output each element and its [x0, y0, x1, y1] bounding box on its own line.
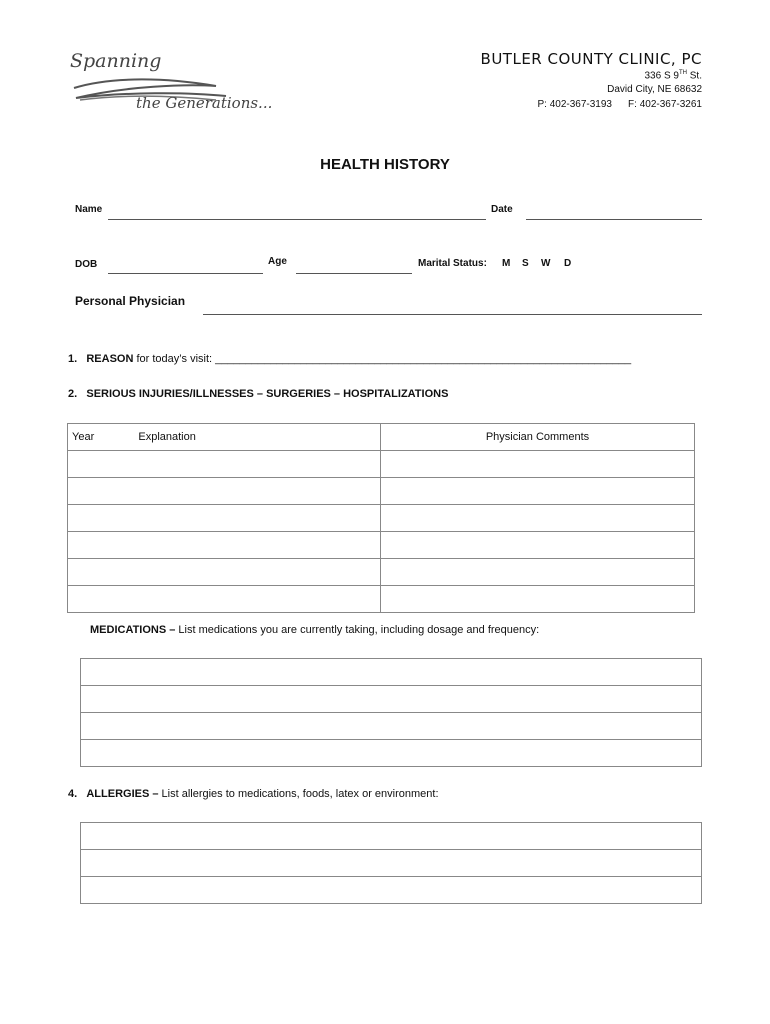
medication-entry-cell[interactable]	[81, 740, 702, 767]
table-row	[68, 505, 695, 532]
table-row	[68, 586, 695, 613]
medication-entry-cell[interactable]	[81, 659, 702, 686]
age-label: Age	[268, 256, 287, 267]
injury-entry-cell[interactable]	[68, 532, 381, 559]
col-explanation-header: Explanation	[138, 431, 196, 443]
table-row	[81, 823, 702, 850]
comments-cell[interactable]	[381, 505, 695, 532]
allergy-entry-cell[interactable]	[81, 850, 702, 877]
comments-cell[interactable]	[381, 586, 695, 613]
form-title: HEALTH HISTORY	[320, 156, 450, 173]
clinic-phone: P: 402-367-3193	[537, 99, 612, 110]
date-field[interactable]	[526, 219, 702, 220]
table-row	[68, 424, 695, 451]
personal-physician-label: Personal Physician	[75, 294, 186, 308]
table-row	[68, 559, 695, 586]
col-year-header: Year	[72, 431, 95, 443]
injury-entry-cell[interactable]	[68, 478, 381, 505]
injuries-table	[67, 423, 695, 613]
comments-cell[interactable]	[381, 532, 695, 559]
injury-entry-cell[interactable]	[68, 586, 381, 613]
table-row	[68, 532, 695, 559]
year-explanation-header	[68, 424, 381, 451]
marital-option-m[interactable]: M	[502, 258, 511, 269]
table-row	[68, 478, 695, 505]
medication-entry-cell[interactable]	[81, 686, 702, 713]
marital-option-d[interactable]: D	[564, 258, 572, 269]
table-row	[81, 877, 702, 904]
age-field[interactable]	[296, 273, 412, 274]
clinic-name: BUTLER COUNTY CLINIC, PC	[480, 50, 702, 68]
allergy-entry-cell[interactable]	[81, 877, 702, 904]
table-row	[81, 686, 702, 713]
allergies-heading: 4. ALLERGIES – List allergies to medications, foods, latex or environment:	[68, 788, 439, 800]
clinic-street: 336 S 9TH St.	[644, 70, 702, 82]
injury-entry-cell[interactable]	[68, 505, 381, 532]
allergy-entry-cell[interactable]	[81, 823, 702, 850]
dob-label: DOB	[75, 259, 98, 270]
reason-section: 1. REASON for today’s visit: ____________________________________________________________________	[68, 353, 632, 365]
logo-text-generations: the Generations...	[136, 94, 273, 112]
allergies-table	[80, 822, 702, 904]
injury-entry-cell[interactable]	[68, 559, 381, 586]
date-label: Date	[491, 204, 513, 215]
clinic-city: David City, NE 68632	[607, 84, 702, 95]
table-row	[81, 659, 702, 686]
comments-cell[interactable]	[381, 559, 695, 586]
logo-text-spanning: Spanning	[70, 50, 162, 72]
clinic-fax: F: 402-367-3261	[628, 99, 702, 110]
medication-entry-cell[interactable]	[81, 713, 702, 740]
name-field[interactable]	[108, 219, 486, 220]
comments-cell[interactable]	[381, 478, 695, 505]
table-row	[81, 713, 702, 740]
personal-physician-field[interactable]	[203, 314, 702, 315]
marital-option-s[interactable]: S	[522, 258, 529, 269]
dob-field[interactable]	[108, 273, 263, 274]
col-comments-header: Physician Comments	[381, 424, 695, 451]
marital-option-w[interactable]: W	[541, 258, 551, 269]
comments-cell[interactable]	[381, 451, 695, 478]
table-row	[81, 740, 702, 767]
medications-heading: MEDICATIONS – List medications you are currently taking, including dosage and frequency:	[90, 624, 540, 636]
injuries-section-heading: 2. SERIOUS INJURIES/ILLNESSES – SURGERIES – HOSPITALIZATIONS	[68, 388, 449, 400]
name-label: Name	[75, 204, 103, 215]
marital-status-label: Marital Status:	[418, 258, 487, 269]
injury-entry-cell[interactable]	[68, 451, 381, 478]
table-row	[68, 451, 695, 478]
medications-table	[80, 658, 702, 767]
table-row	[81, 850, 702, 877]
